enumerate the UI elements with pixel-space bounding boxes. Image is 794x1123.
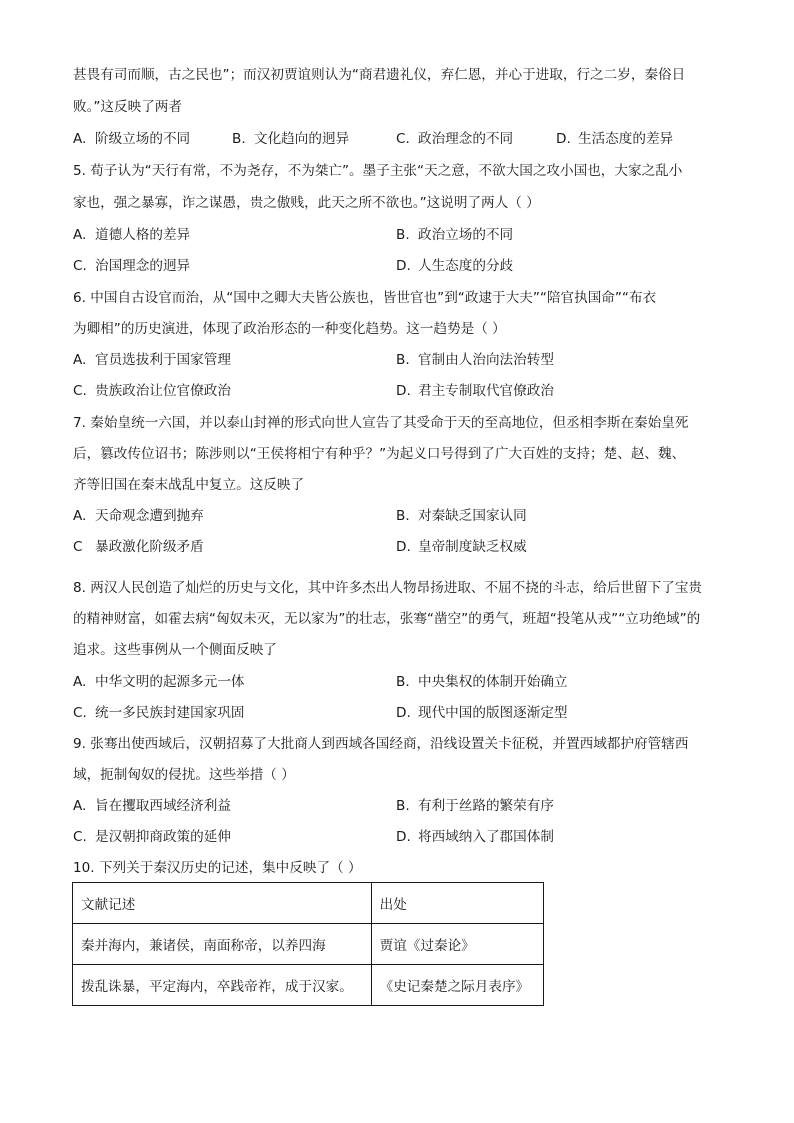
- table-cell: 秦并海内，兼诸侯，南面称帝，以养四海: [73, 924, 372, 965]
- intro-option-d: D. 生活态度的差异: [556, 131, 674, 147]
- q9-stem-line-1: 9. 张骞出使西域后，汉朝招募了大批商人到西域各国经商，沿线设置关卡征税，并置西域都护府管辖西: [73, 736, 689, 752]
- q5-option-c: C. 治国理念的迥异: [73, 258, 191, 274]
- table-header-row: [73, 883, 544, 924]
- q6-stem-line-2: 为卿相”的历史演进，体现了政治形态的一种变化趋势。这一趋势是（ ）: [73, 321, 506, 337]
- q6-option-d: D. 君主专制取代官僚政治: [396, 383, 554, 399]
- q6-option-a: A. 官员选拔利于国家管理: [73, 352, 231, 368]
- table-row: [73, 965, 544, 1006]
- q7-option-a: A. 天命观念遭到抛弃: [73, 508, 204, 524]
- q5-option-b: B. 政治立场的不同: [396, 227, 514, 243]
- intro-option-b: B. 文化趋向的迥异: [232, 131, 350, 147]
- q5-option-a: A. 道德人格的差异: [73, 227, 191, 243]
- q8-stem-line-1: 8. 两汉人民创造了灿烂的历史与文化，其中许多杰出人物昂扬进取、不屈不挠的斗志，给后世留下了宝贵: [73, 580, 703, 596]
- q9-stem-line-2: 域，扼制匈奴的侵扰。这些举措（ ）: [73, 767, 295, 783]
- q9-option-a: A. 旨在攫取西域经济利益: [73, 798, 231, 814]
- table-row: [73, 924, 544, 965]
- table-cell: 贾谊《过秦论》: [371, 924, 543, 965]
- q9-option-b: B. 有利于丝路的繁荣有序: [396, 798, 554, 814]
- q7-stem-line-2: 后，篡改传位诏书；陈涉则以“王侯将相宁有种乎？”为起义口号得到了广大百姓的支持；楚、赵、魏、: [73, 446, 686, 462]
- q5-stem-line-1: 5. 荀子认为“天行有常，不为尧存，不为桀亡”。墨子主张“天之意，不欲大国之攻小国也，大家之乱小: [73, 163, 683, 179]
- table-cell: 《史记秦楚之际月表序》: [371, 965, 543, 1006]
- q6-option-c: C. 贵族政治让位官僚政治: [73, 383, 231, 399]
- q8-stem-line-2: 的精神财富，如霍去病“匈奴未灭，无以家为”的壮志，张骞“凿空”的勇气，班超“投笔从戎”“立功绝域”的: [73, 611, 701, 627]
- q5-option-d: D. 人生态度的分歧: [396, 258, 514, 274]
- q7-option-b: B. 对秦缺乏国家认同: [396, 508, 527, 524]
- intro-line-1: 甚畏有司而顺，古之民也”；而汉初贾谊则认为“商君遗礼仪，弃仁恩，并心于进取，行之二岁，秦俗日: [73, 67, 686, 83]
- source-table: [72, 882, 544, 1006]
- q7-option-c: C 暴政激化阶级矛盾: [73, 539, 204, 555]
- q10-stem: 10. 下列关于秦汉历史的记述，集中反映了（ ）: [73, 860, 362, 876]
- table-cell: 拨乱诛暴，平定海内，卒践帝祚，成于汉家。: [73, 965, 372, 1006]
- q6-stem-line-1: 6. 中国自古设官而治，从“国中之卿大夫皆公族也，皆世官也”到“政逮于大夫”“陪官执国命”“布衣: [73, 290, 657, 306]
- q7-stem-line-3: 齐等旧国在秦末战乱中复立。这反映了: [73, 477, 305, 493]
- q7-stem-line-1: 7. 秦始皇统一六国，并以泰山封禅的形式向世人宣告了其受命于天的至高地位，但丞相李斯在秦始皇死: [73, 415, 689, 431]
- q9-option-d: D. 将西域纳入了郡国体制: [396, 829, 554, 845]
- intro-option-c: C. 政治理念的不同: [396, 131, 514, 147]
- intro-option-a: A. 阶级立场的不同: [73, 131, 191, 147]
- q8-stem-line-3: 追求。这些事例从一个侧面反映了: [73, 642, 277, 658]
- q6-option-b: B. 官制由人治向法治转型: [396, 352, 554, 368]
- q5-stem-line-2: 家也，强之暴寡，诈之谋愚，贵之傲贱，此天之所不欲也。”这说明了两人（ ）: [73, 195, 540, 211]
- q7-option-d: D. 皇帝制度缺乏权威: [396, 539, 527, 555]
- q8-option-c: C. 统一多民族封建国家巩固: [73, 705, 245, 721]
- q8-option-b: B. 中央集权的体制开始确立: [396, 674, 568, 690]
- table-header-cell: 文献记述: [73, 883, 372, 924]
- table-header-cell: 出处: [371, 883, 543, 924]
- intro-line-2: 败。”这反映了两者: [73, 99, 182, 115]
- q9-option-c: C. 是汉朝抑商政策的延伸: [73, 829, 231, 845]
- q8-option-a: A. 中华文明的起源多元一体: [73, 674, 245, 690]
- q8-option-d: D. 现代中国的版图逐渐定型: [396, 705, 568, 721]
